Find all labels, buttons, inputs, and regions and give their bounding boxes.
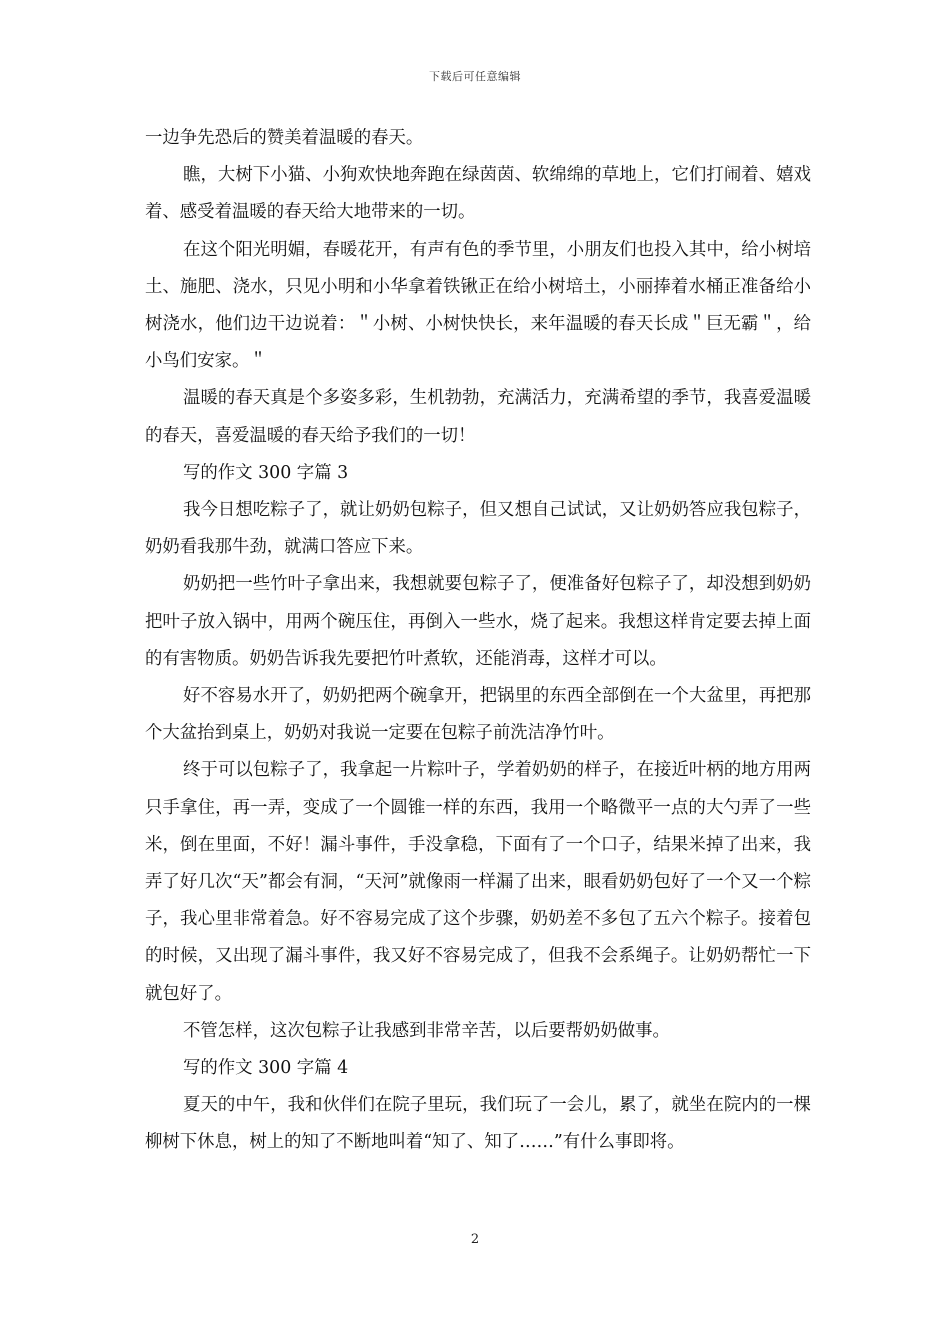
page-header: 下载后可任意编辑 [429, 70, 521, 83]
paragraph: 温暖的春天真是个多姿多彩，生机勃勃，充满活力，充满希望的季节，我喜爱温暖的春天，喜爱温暖的春天给予我们的一切！ [145, 388, 811, 446]
paragraph: 终于可以包粽子了，我拿起一片粽叶子，学着奶奶的样子，在接近叶柄的地方用两只手拿住，再一弄，变成了一个圆锥一样的东西，我用一个略微平一点的大勺弄了一些米，倒在里面，不好！漏斗事件，手没拿稳，下面有了一个口子，结果米掉了出来，我弄了好几次“天”都会有洞，“天河”就像雨一样漏了出来，眼看奶奶包好了一个又一个粽子，我心里非常着急。好不容易完成了这个步骤，奶奶差不多包了五六个粽子。接着包的时候，又出现了漏斗事件，我又好不容易完成了，但我不会系绳子。让奶奶帮忙一下就包好了。 [145, 760, 811, 1004]
paragraph: 夏天的中午，我和伙伴们在院子里玩，我们玩了一会儿，累了，就坐在院内的一棵柳树下休息，树上的知了不断地叫着“知了、知了……”有什么事即将。 [145, 1095, 811, 1153]
document-body [145, 120, 811, 1162]
paragraph: 瞧，大树下小猫、小狗欢快地奔跑在绿茵茵、软绵绵的草地上，它们打闹着、嬉戏着、感受着温暖的春天给大地带来的一切。 [145, 165, 811, 223]
paragraph: 奶奶把一些竹叶子拿出来，我想就要包粽子了，便准备好包粽子了，却没想到奶奶把叶子放入锅中，用两个碗压住，再倒入一些水，烧了起来。我想这样肯定要去掉上面的有害物质。奶奶告诉我先要把竹叶煮软，还能消毒，这样才可以。 [145, 574, 811, 669]
paragraph: 我今日想吃粽子了，就让奶奶包粽子，但又想自己试试，又让奶奶答应我包粽子，奶奶看我那牛劲，就满口答应下来。 [145, 500, 811, 558]
paragraph-continuation: 一边争先恐后的赞美着温暖的春天。 [145, 128, 424, 148]
paragraph: 不管怎样，这次包粽子让我感到非常辛苦，以后要帮奶奶做事。 [183, 1020, 670, 1041]
section-heading: 写的作文 300 字篇 3 [183, 462, 349, 483]
section-heading: 写的作文 300 字篇 4 [183, 1058, 349, 1079]
page-number: 2 [470, 1232, 480, 1247]
paragraph: 好不容易水开了，奶奶把两个碗拿开，把锅里的东西全部倒在一个大盆里，再把那个大盆抬到桌上，奶奶对我说一定要在包粽子前洗洁净竹叶。 [145, 686, 811, 744]
paragraph: 在这个阳光明媚，春暖花开，有声有色的季节里，小朋友们也投入其中，给小树培土、施肥、浇水，只见小明和小华拿着铁锹正在给小树培土，小丽捧着水桶正准备给小树浇水，他们边干边说着：＂小树、小树快快长，来年温暖的春天长成＂巨无霸＂，给小鸟们安家。＂ [145, 239, 811, 372]
